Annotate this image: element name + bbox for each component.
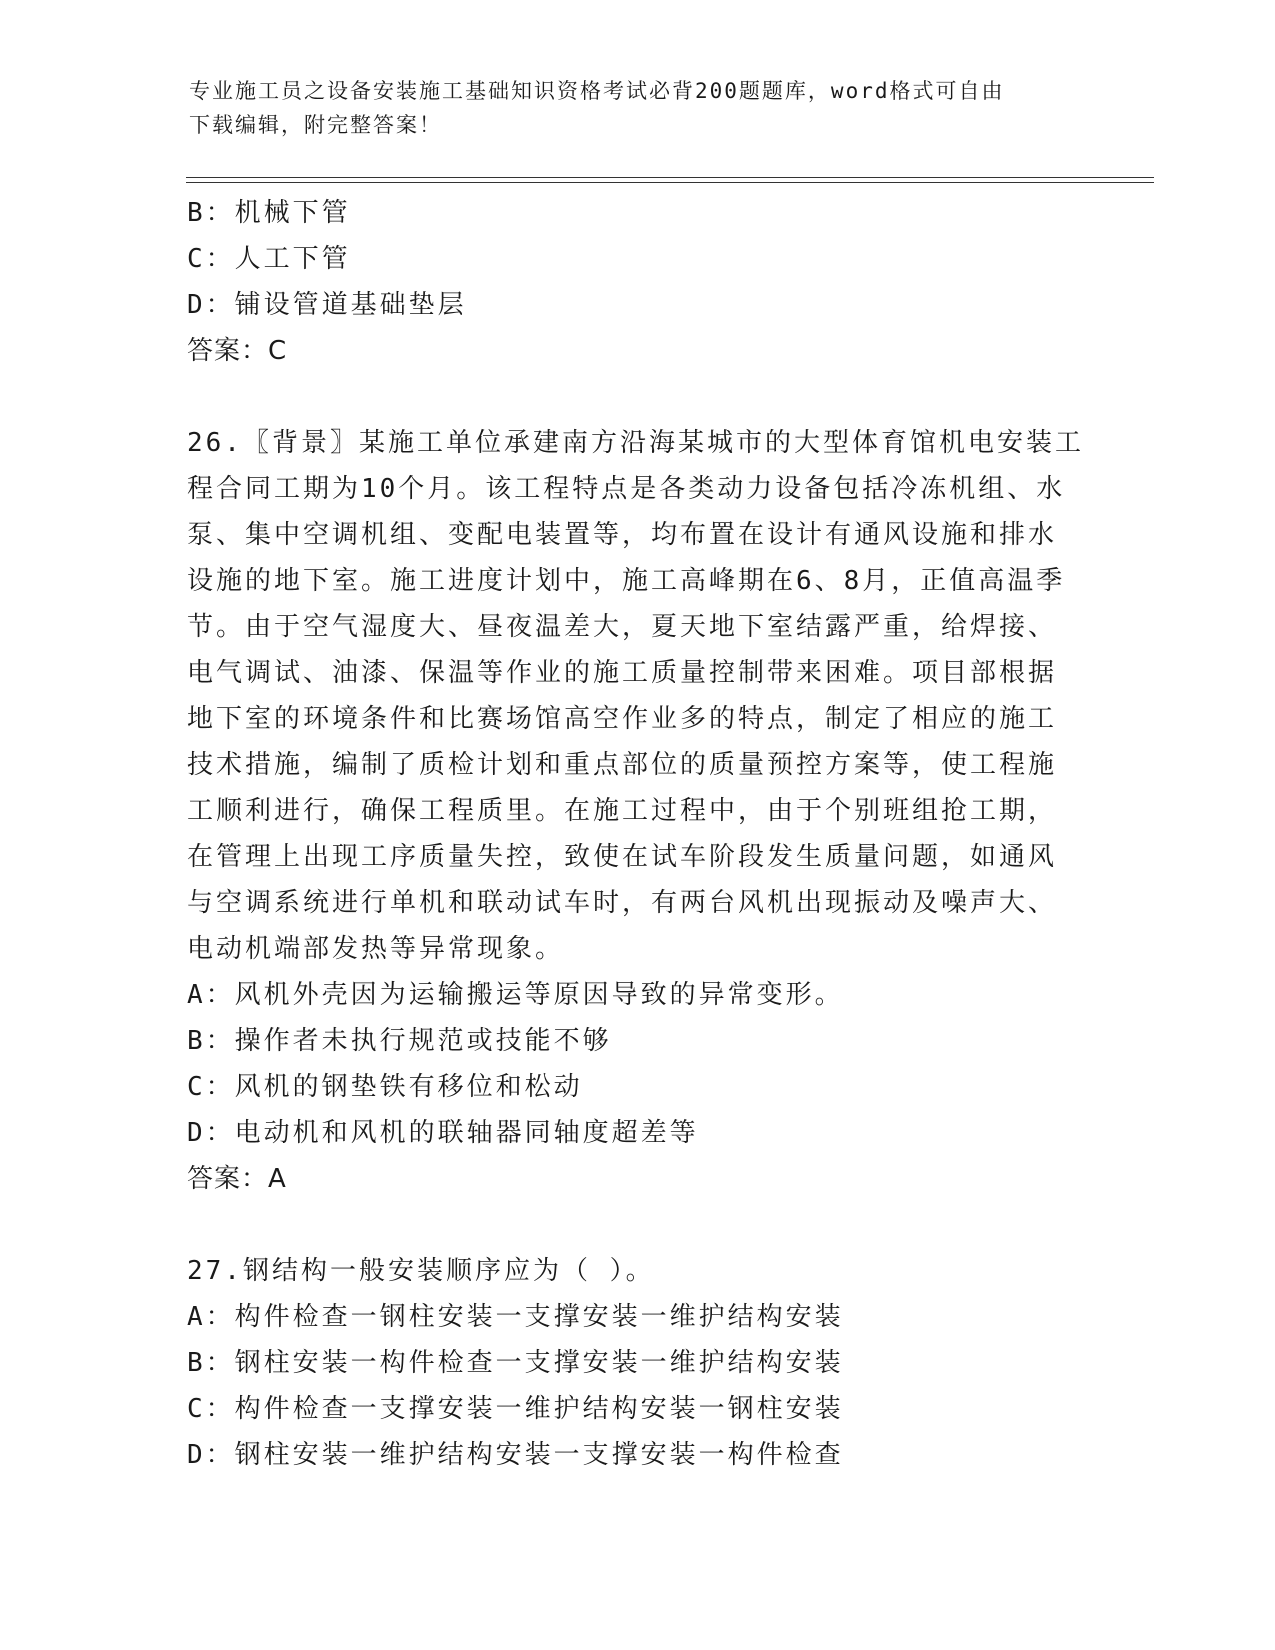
q26-option-a: A：风机外壳因为运输搬运等原因导致的异常变形。 [187,980,844,1010]
q26-stem [187,420,1087,972]
header-line-2: 下载编辑，附完整答案！ [189,113,442,137]
spacer [187,374,1087,420]
q26-option-b: B：操作者未执行规范或技能不够 [187,1026,612,1056]
q26-stem-line: 在管理上出现工序质量失控，致使在试车阶段发生质量问题，如通风 [187,842,1058,872]
q26-stem-line: 泵、集中空调机组、变配电装置等，均布置在设计有通风设施和排水 [187,520,1058,550]
q26-stem-line: 电动机端部发热等异常现象。 [187,934,565,964]
q25-answer: 答案：C [187,336,288,366]
document-header [189,74,1069,142]
q25-option-b: B：机械下管 [187,198,351,228]
q27-stem: 27.钢结构一般安装顺序应为（ ）。 [187,1256,655,1286]
q26-stem-line: 节。由于空气湿度大、昼夜温差大，夏天地下室结露严重，给焊接、 [187,612,1058,642]
header-line-1: 专业施工员之设备安装施工基础知识资格考试必背200题题库，word格式可自由 [189,79,1005,103]
header-divider-top [186,177,1154,178]
q27-option-d: D：钢柱安装一维护结构安装一支撑安装一构件检查 [187,1440,844,1470]
document-body [187,190,1087,1478]
q26-stem-line: 工顺利进行，确保工程质里。在施工过程中，由于个别班组抢工期， [187,796,1058,826]
spacer [187,1202,1087,1248]
q26-stem-line: 设施的地下室。施工进度计划中，施工高峰期在6、8月，正值高温季 [187,566,1066,596]
q26-option-d: D：电动机和风机的联轴器同轴度超差等 [187,1118,699,1148]
q26-option-c: C：风机的钢垫铁有移位和松动 [187,1072,583,1102]
q25-option-c: C：人工下管 [187,244,351,274]
q25-option-d: D：铺设管道基础垫层 [187,290,467,320]
header-divider-bottom [186,182,1154,183]
q26-stem-line: 程合同工期为10个月。该工程特点是各类动力设备包括冷冻机组、水 [187,474,1066,504]
q26-stem-line: 技术措施，编制了质检计划和重点部位的质量预控方案等，使工程施 [187,750,1058,780]
q27-option-a: A：构件检查一钢柱安装一支撑安装一维护结构安装 [187,1302,844,1332]
q26-stem-line: 与空调系统进行单机和联动试车时，有两台风机出现振动及噪声大、 [187,888,1058,918]
q26-answer: 答案：A [187,1164,287,1194]
q26-stem-line: 地下室的环境条件和比赛场馆高空作业多的特点，制定了相应的施工 [187,704,1058,734]
q27-option-b: B：钢柱安装一构件检查一支撑安装一维护结构安装 [187,1348,844,1378]
q27-option-c: C：构件检查一支撑安装一维护结构安装一钢柱安装 [187,1394,844,1424]
q26-stem-line: 26.〖背景〗某施工单位承建南方沿海某城市的大型体育馆机电安装工 [187,428,1084,458]
q26-stem-line: 电气调试、油漆、保温等作业的施工质量控制带来困难。项目部根据 [187,658,1058,688]
